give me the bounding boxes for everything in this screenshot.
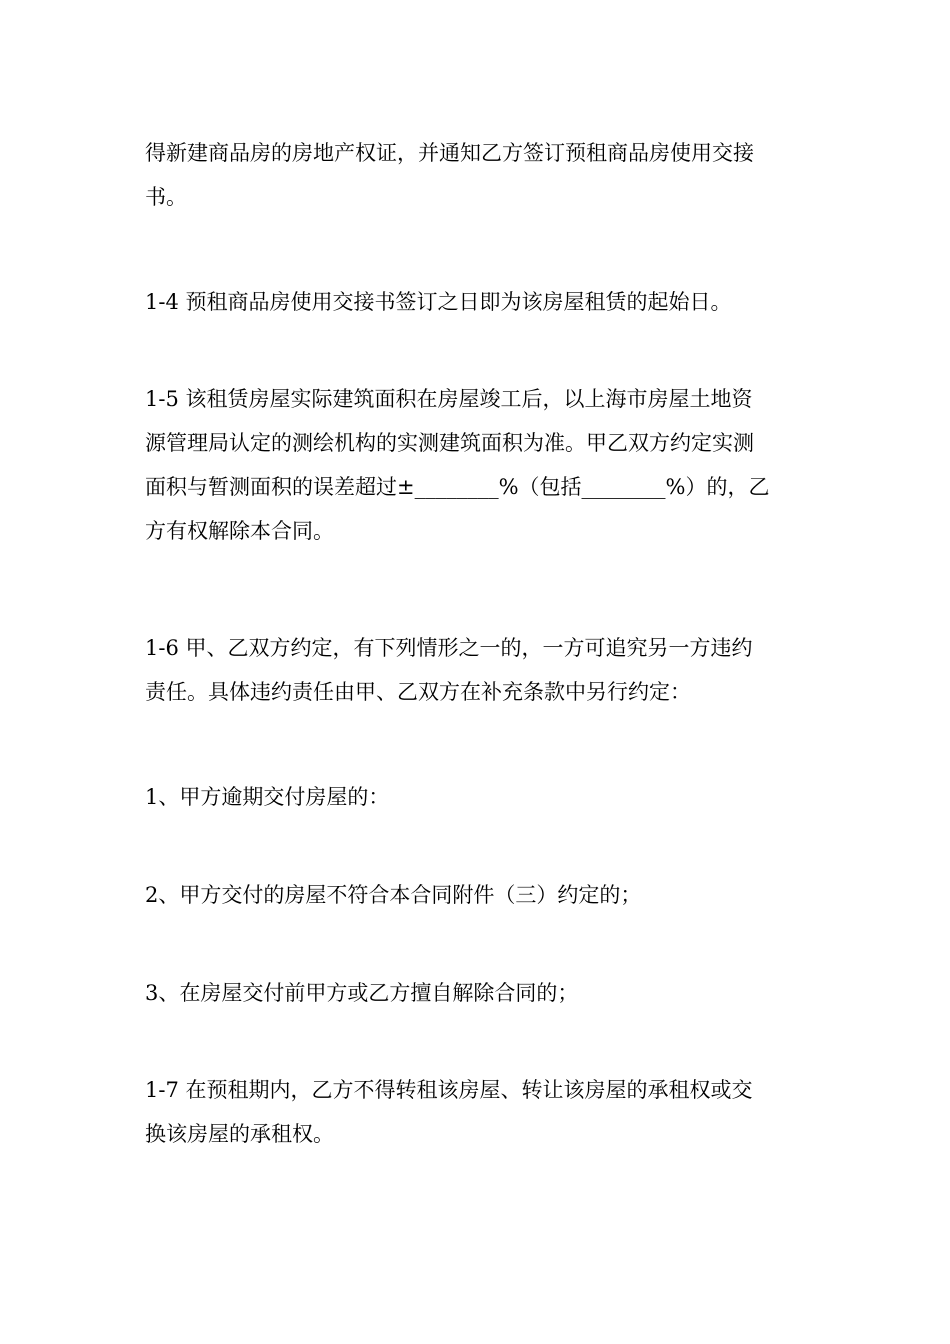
- paragraph-1: [145, 131, 810, 219]
- paragraph-3: [145, 377, 810, 553]
- paragraph-8: [145, 1068, 810, 1156]
- paragraph-line: 面积与暂测面积的误差超过±________%（包括________%）的，乙: [145, 475, 770, 499]
- paragraph-line: 责任。具体违约责任由甲、乙双方在补充条款中另行约定：: [145, 680, 691, 704]
- paragraph-line: 1-5 该租赁房屋实际建筑面积在房屋竣工后，以上海市房屋土地资: [145, 387, 753, 411]
- paragraph-line: 换该房屋的承租权。: [145, 1122, 334, 1146]
- paragraph-4: [145, 626, 810, 714]
- paragraph-2: [145, 280, 810, 324]
- paragraph-line: 方有权解除本合同。: [145, 519, 334, 543]
- paragraph-line: 1-4 预租商品房使用交接书签订之日即为该房屋租赁的起始日。: [145, 290, 732, 314]
- paragraph-line: 书。: [145, 185, 187, 209]
- paragraph-line: 1-7 在预租期内，乙方不得转租该房屋、转让该房屋的承租权或交: [145, 1078, 753, 1102]
- paragraph-line: 源管理局认定的测绘机构的实测建筑面积为准。甲乙双方约定实测: [145, 431, 754, 455]
- paragraph-line: 1-6 甲、乙双方约定，有下列情形之一的，一方可追究另一方违约: [145, 636, 753, 660]
- paragraph-line: 3、在房屋交付前甲方或乙方擅自解除合同的；: [145, 981, 579, 1005]
- paragraph-5: [145, 775, 810, 819]
- paragraph-line: 2、甲方交付的房屋不符合本合同附件（三）约定的；: [145, 883, 642, 907]
- paragraph-7: [145, 971, 810, 1015]
- paragraph-line: 1、甲方逾期交付房屋的：: [145, 785, 390, 809]
- paragraph-line: 得新建商品房的房地产权证，并通知乙方签订预租商品房使用交接: [145, 141, 754, 165]
- paragraph-6: [145, 873, 810, 917]
